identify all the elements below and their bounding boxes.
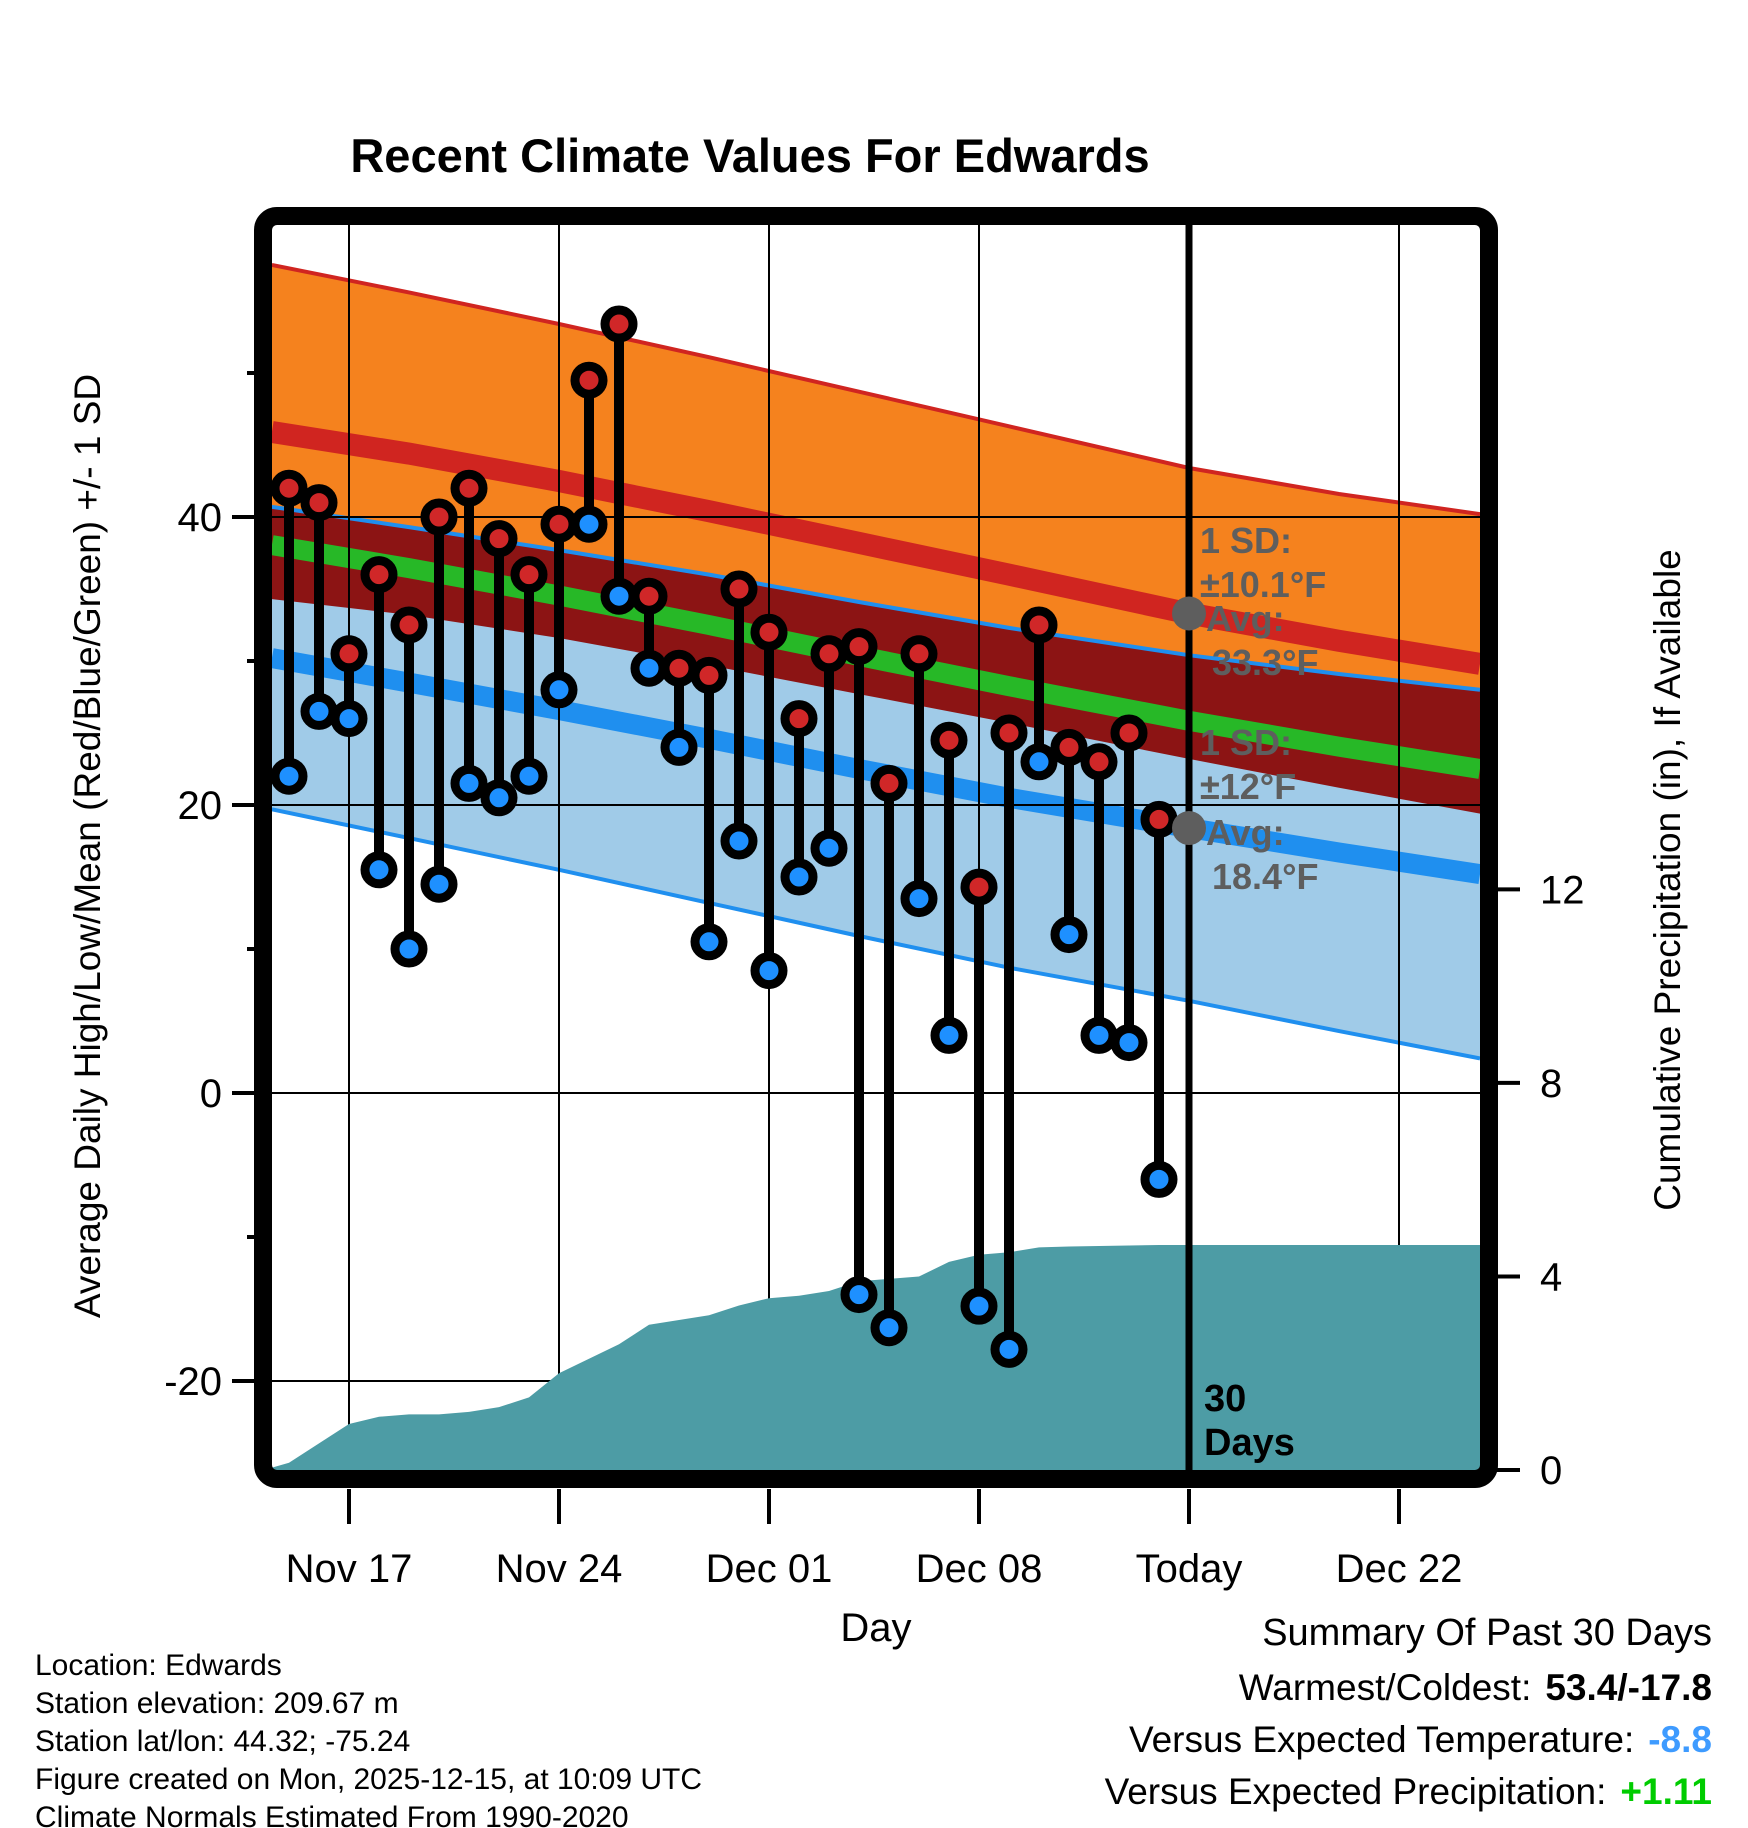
high-dot xyxy=(845,633,873,661)
high-dot xyxy=(275,474,303,502)
summary-value: -8.8 xyxy=(1648,1719,1712,1760)
plot-area xyxy=(272,225,1480,1470)
low-dot xyxy=(335,705,363,733)
high-dot xyxy=(755,618,783,646)
high-dot xyxy=(1025,611,1053,639)
x-axis-label: Day xyxy=(840,1606,912,1650)
summary-row-vs-temperature xyxy=(1105,1719,1712,1761)
high-dot xyxy=(1145,805,1173,833)
tick-label: 0 xyxy=(199,1072,222,1116)
low-dot xyxy=(995,1335,1023,1363)
high-dot xyxy=(515,561,543,589)
tick-label: 20 xyxy=(177,784,222,828)
high-avg-annotation-label: Avg: xyxy=(1206,598,1285,639)
high-sd-annotation-value: ±10.1°F xyxy=(1200,564,1327,605)
low-avg-annotation-value: 18.4°F xyxy=(1212,856,1319,897)
high-dot xyxy=(905,640,933,668)
high-dot xyxy=(725,575,753,603)
tick-label: 0 xyxy=(1540,1449,1563,1493)
high-avg-annotation-value: 33.3°F xyxy=(1212,642,1319,683)
footer-created: Figure created on Mon, 2025-12-15, at 10:09 UTC xyxy=(35,1763,703,1796)
high-dot xyxy=(875,769,903,797)
low-sd-annotation-value: ±12°F xyxy=(1200,766,1297,807)
high-dot xyxy=(575,366,603,394)
low-dot xyxy=(665,733,693,761)
today-avg-low-dot xyxy=(1172,811,1206,845)
high-dot xyxy=(1115,719,1143,747)
low-dot xyxy=(485,784,513,812)
high-dot xyxy=(335,640,363,668)
low-dot xyxy=(425,870,453,898)
footer-info xyxy=(35,1647,702,1828)
summary-block xyxy=(1105,1612,1712,1823)
high-dot xyxy=(965,873,993,901)
low-dot xyxy=(365,856,393,884)
low-dot xyxy=(1115,1029,1143,1057)
high-dot xyxy=(665,654,693,682)
tick-label: Dec 01 xyxy=(705,1547,833,1591)
low-dot xyxy=(695,928,723,956)
tick-label: 40 xyxy=(177,496,222,540)
summary-label: Versus Expected Precipitation: xyxy=(1104,1771,1607,1812)
tick-label: Nov 24 xyxy=(495,1547,623,1591)
tick-label: Today xyxy=(1135,1547,1243,1591)
low-dot xyxy=(455,769,483,797)
high-dot xyxy=(1085,748,1113,776)
low-dot xyxy=(545,676,573,704)
high-dot xyxy=(695,661,723,689)
summary-row-warmest-coldest xyxy=(1105,1667,1712,1709)
high-dot xyxy=(365,561,393,589)
low-dot xyxy=(725,827,753,855)
low-dot xyxy=(1145,1165,1173,1193)
high-dot xyxy=(785,705,813,733)
tick-label: 12 xyxy=(1540,868,1585,913)
high-dot xyxy=(455,474,483,502)
low-dot xyxy=(1085,1021,1113,1049)
tick-label: -20 xyxy=(164,1360,222,1404)
tick-label: Dec 08 xyxy=(915,1547,1043,1591)
summary-value: 53.4/-17.8 xyxy=(1545,1667,1712,1708)
low-dot xyxy=(905,885,933,913)
high-dot xyxy=(635,582,663,610)
summary-label: Warmest/Coldest: xyxy=(1238,1667,1532,1708)
high-dot xyxy=(995,719,1023,747)
high-dot xyxy=(545,510,573,538)
high-dot xyxy=(935,726,963,754)
low-dot xyxy=(275,762,303,790)
low-dot xyxy=(965,1292,993,1320)
low-avg-annotation-label: Avg: xyxy=(1206,812,1285,853)
tick-label: Dec 22 xyxy=(1335,1547,1463,1591)
window-annotation-line2: Days xyxy=(1204,1422,1295,1464)
low-dot xyxy=(815,834,843,862)
page-title: Recent Climate Values For Edwards xyxy=(350,129,1150,182)
high-dot xyxy=(1055,733,1083,761)
low-dot xyxy=(935,1021,963,1049)
low-dot xyxy=(1025,748,1053,776)
high-dot xyxy=(425,503,453,531)
low-dot xyxy=(1055,921,1083,949)
window-annotation-line1: 30 xyxy=(1204,1378,1247,1420)
low-dot xyxy=(305,697,333,725)
low-dot xyxy=(635,654,663,682)
footer-location: Location: Edwards xyxy=(35,1649,282,1682)
tick-label: 8 xyxy=(1540,1061,1563,1106)
low-dot xyxy=(605,582,633,610)
low-dot xyxy=(785,863,813,891)
low-dot xyxy=(755,957,783,985)
low-sd-annotation-label: 1 SD: xyxy=(1200,722,1293,763)
low-dot xyxy=(845,1281,873,1309)
high-sd-annotation-label: 1 SD: xyxy=(1200,520,1293,561)
cumulative-precip-area xyxy=(272,1245,1480,1470)
summary-label: Versus Expected Temperature: xyxy=(1128,1719,1635,1760)
low-dot xyxy=(875,1314,903,1342)
summary-value: +1.11 xyxy=(1620,1771,1712,1812)
temperature-axis-label: Average Daily High/Low/Mean (Red/Blue/Green) +/- 1 SD xyxy=(67,373,108,1319)
high-dot xyxy=(605,310,633,338)
tick-label: 4 xyxy=(1540,1255,1563,1300)
summary-row-vs-precipitation xyxy=(1105,1771,1712,1813)
high-dot xyxy=(485,525,513,553)
summary-title: Summary Of Past 30 Days xyxy=(1262,1612,1712,1654)
footer-normals: Climate Normals Estimated From 1990-2020 xyxy=(35,1801,629,1828)
low-dot xyxy=(395,935,423,963)
high-dot xyxy=(395,611,423,639)
low-dot xyxy=(515,762,543,790)
footer-elevation: Station elevation: 209.67 m xyxy=(35,1687,399,1720)
precip-axis-label: Cumulative Precipitation (in), If Available xyxy=(1647,549,1688,1211)
footer-latlon: Station lat/lon: 44.32; -75.24 xyxy=(35,1725,411,1758)
high-dot xyxy=(815,640,843,668)
low-dot xyxy=(575,510,603,538)
tick-label: Nov 17 xyxy=(285,1547,413,1591)
high-dot xyxy=(305,489,333,517)
